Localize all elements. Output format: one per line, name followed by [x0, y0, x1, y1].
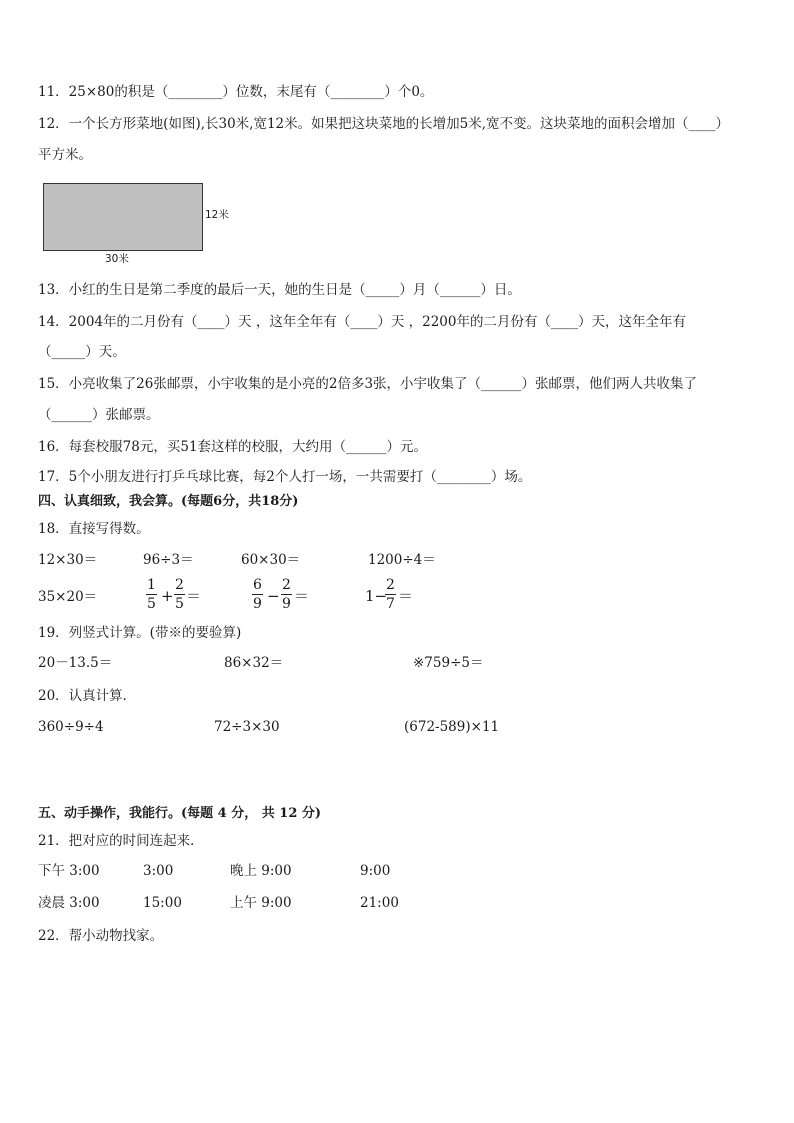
calc-item: 12×30＝: [38, 552, 98, 568]
question-15-line2: （______）张邮票。: [38, 407, 160, 423]
operator: −: [267, 587, 280, 605]
fraction: [385, 577, 396, 612]
fraction-bar: [174, 594, 185, 595]
equals-sign: ＝: [398, 587, 414, 605]
question-16: 16．每套校服78元，买51套这样的校服，大约用（______）元。: [38, 439, 428, 455]
fraction: [146, 577, 157, 612]
denominator: 9: [282, 596, 291, 612]
calc-item: 20－13.5＝: [38, 655, 113, 671]
figure-length-label: 30米: [105, 253, 129, 265]
calc-item: 60×30＝: [241, 552, 301, 568]
time-item: 9:00: [360, 863, 391, 879]
calc-item: 72÷3×30: [214, 719, 280, 735]
calc-item: 86×32＝: [224, 655, 284, 671]
time-item: 3:00: [143, 863, 174, 879]
question-11: 11．25×80的积是（________）位数，末尾有（________）个0。: [38, 84, 434, 100]
time-item: 凌晨 3:00: [38, 895, 100, 911]
fraction-bar: [385, 594, 396, 595]
section-4-heading: 四、认真细致，我会算。(每题6分，共18分): [38, 494, 299, 509]
calc-item: 35×20＝: [38, 589, 98, 605]
time-item: 上午 9:00: [230, 895, 292, 911]
time-item: 晚上 9:00: [230, 863, 292, 879]
fraction: [174, 577, 185, 612]
equals-sign: ＝: [294, 587, 310, 605]
numerator: 2: [175, 577, 184, 593]
question-14-line1: 14．2004年的二月份有（____）天 ，这年全年有（____）天 ，2200年的二月份有（____）天，这年全年有: [38, 314, 686, 330]
numerator: 2: [386, 577, 395, 593]
minuend: 1−: [365, 587, 388, 605]
fraction: [281, 577, 292, 612]
calc-item: (672-589)×11: [404, 719, 500, 735]
numerator: 2: [282, 577, 291, 593]
question-12-line2: 平方米。: [38, 147, 92, 163]
question-20: 20．认真计算．: [38, 688, 137, 704]
time-item: 21:00: [360, 895, 399, 911]
calc-item: ※759÷5＝: [413, 655, 484, 671]
question-14-line2: （_____）天。: [38, 344, 126, 360]
rectangle-figure: [43, 183, 203, 251]
question-19: 19．列竖式计算。(带※的要验算): [38, 625, 242, 641]
numerator: 1: [147, 577, 156, 593]
calc-item: 1200÷4＝: [368, 552, 436, 568]
time-item: 15:00: [143, 895, 182, 911]
denominator: 5: [175, 596, 184, 612]
time-item: 下午 3:00: [38, 863, 100, 879]
fraction-bar: [281, 594, 292, 595]
section-5-heading: 五、动手操作，我能行。(每题 4 分， 共 12 分): [38, 806, 322, 821]
denominator: 7: [386, 596, 395, 612]
fraction-bar: [252, 594, 263, 595]
question-17: 17．5个小朋友进行打乒乓球比赛，每2个人打一场，一共需要打（________）场。: [38, 469, 532, 485]
question-18: 18．直接写得数。: [38, 521, 150, 537]
fraction: [252, 577, 263, 612]
operator: +: [161, 587, 174, 605]
question-12-line1: 12．一个长方形菜地(如图),长30米,宽12米。如果把这块菜地的长增加5米,宽不变。这块菜地的面积会增加（____）: [38, 116, 730, 132]
question-21: 21．把对应的时间连起来．: [38, 833, 204, 849]
question-22: 22．帮小动物找家。: [38, 928, 164, 944]
equals-sign: ＝: [186, 587, 202, 605]
calc-item: 96÷3＝: [143, 552, 194, 568]
question-15-line1: 15．小亮收集了26张邮票，小宇收集的是小亮的2倍多3张，小宇收集了（______）张邮票，他们两人共收集了: [38, 376, 698, 392]
numerator: 6: [253, 577, 262, 593]
denominator: 9: [253, 596, 262, 612]
denominator: 5: [147, 596, 156, 612]
fraction-bar: [146, 594, 157, 595]
calc-item: 360÷9÷4: [38, 719, 104, 735]
question-13: 13．小红的生日是第二季度的最后一天，她的生日是（_____）月（______）日。: [38, 282, 521, 298]
figure-width-label: 12米: [205, 209, 229, 221]
